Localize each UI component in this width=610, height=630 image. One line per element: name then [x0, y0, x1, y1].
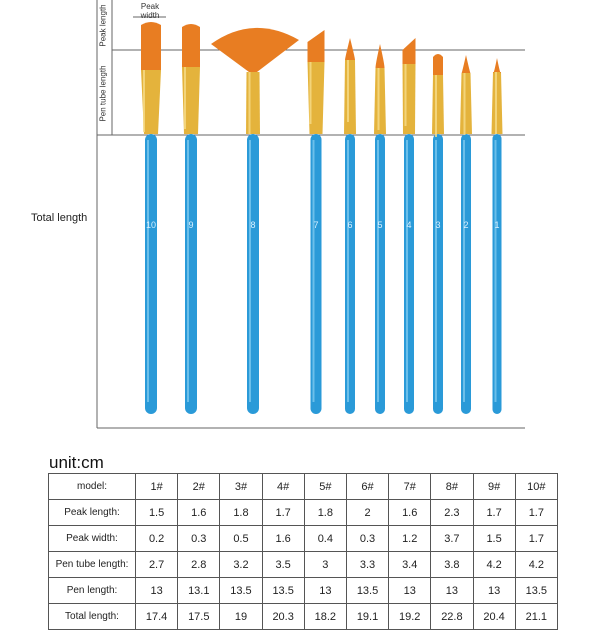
- peak-length-label: Peak length: [98, 4, 108, 47]
- table-header-model: 8#: [431, 474, 473, 500]
- brush-number: 10: [145, 220, 157, 230]
- brush-bristles: [182, 24, 200, 67]
- brushes: [141, 22, 503, 414]
- table-cell: 20.4: [473, 604, 515, 630]
- table-header-label: model:: [49, 474, 136, 500]
- brush-ferrule-highlight: [405, 64, 407, 126]
- table-header-model: 6#: [346, 474, 388, 500]
- brush-ferrule: [246, 72, 260, 134]
- table-cell: 1.8: [220, 500, 262, 526]
- table-cell: 2.8: [178, 552, 220, 578]
- brush-ferrule-highlight: [143, 70, 145, 132]
- brush-number: 8: [250, 220, 256, 230]
- table-cell: 4.2: [473, 552, 515, 578]
- brush-handle-highlight: [313, 140, 315, 402]
- brush-ferrule: [432, 75, 444, 134]
- table-cell: 3.3: [346, 552, 388, 578]
- brush-handle: [311, 134, 322, 414]
- brush-number: 7: [313, 220, 319, 230]
- brush-handle-highlight: [435, 140, 437, 402]
- table-cell: 20.3: [262, 604, 304, 630]
- table-cell: 13: [389, 578, 431, 604]
- table-row-label: Total length:: [49, 604, 136, 630]
- table-cell: 2.7: [136, 552, 178, 578]
- table-cell: 0.4: [304, 526, 346, 552]
- table-header-model: 7#: [389, 474, 431, 500]
- brush: [308, 30, 325, 414]
- table-cell: 3.2: [220, 552, 262, 578]
- brush-bristles: [433, 54, 443, 75]
- table-cell: 19.2: [389, 604, 431, 630]
- table-cell: 0.2: [136, 526, 178, 552]
- table-row: [49, 500, 558, 526]
- table-row-label: Peak width:: [49, 526, 136, 552]
- table-cell: 1.6: [178, 500, 220, 526]
- brush-handle: [145, 134, 157, 414]
- table-cell: 21.1: [515, 604, 557, 630]
- unit-label: unit:cm: [49, 453, 104, 472]
- table-cell: 1.7: [515, 526, 557, 552]
- brush-ferrule-highlight: [249, 72, 251, 134]
- table-cell: 0.3: [178, 526, 220, 552]
- brush-handle-highlight: [187, 140, 189, 402]
- brush-handle-highlight: [377, 140, 379, 402]
- table-row-label: Peak length:: [49, 500, 136, 526]
- brush-ferrule: [374, 68, 386, 134]
- table-cell: 13: [136, 578, 178, 604]
- table-header-model: 4#: [262, 474, 304, 500]
- brush: [432, 54, 444, 414]
- pen-tube-length-label: Pen tube length: [98, 65, 108, 122]
- table-row: [49, 552, 558, 578]
- table-header-model: 2#: [178, 474, 220, 500]
- brush-bristles: [211, 28, 299, 72]
- brush-ferrule-highlight: [464, 73, 466, 135]
- table-cell: 13.1: [178, 578, 220, 604]
- brush-bristles: [308, 30, 325, 62]
- table-header-row: [49, 474, 558, 500]
- brush: [182, 24, 200, 414]
- spec-table: [48, 473, 558, 630]
- table-cell: 2.3: [431, 500, 473, 526]
- brush-handle: [461, 134, 471, 414]
- brush-number: 6: [347, 220, 353, 230]
- brush-ferrule-highlight: [495, 72, 497, 134]
- brush: [374, 44, 386, 414]
- table-row: [49, 526, 558, 552]
- brush-number: 3: [435, 220, 441, 230]
- table-cell: 17.4: [136, 604, 178, 630]
- brush-ferrule-highlight: [310, 62, 312, 124]
- brush-ferrule-highlight: [347, 60, 349, 122]
- table-cell: 17.5: [178, 604, 220, 630]
- brush-handle: [185, 134, 197, 414]
- table-cell: 22.8: [431, 604, 473, 630]
- table-cell: 1.6: [262, 526, 304, 552]
- brush-handle: [247, 134, 259, 414]
- brush-number: 5: [377, 220, 383, 230]
- table-cell: 3.8: [431, 552, 473, 578]
- brush: [141, 22, 161, 414]
- brush-bristles: [141, 22, 161, 70]
- total-length-label: Total length: [31, 212, 88, 224]
- table-row-label: Pen tube length:: [49, 552, 136, 578]
- brush-bristles: [493, 58, 501, 73]
- table-cell: 1.2: [389, 526, 431, 552]
- brush-handle: [433, 134, 443, 414]
- table-cell: 1.6: [389, 500, 431, 526]
- brush-ferrule-highlight: [378, 68, 380, 130]
- table-header-model: 1#: [136, 474, 178, 500]
- brush: [460, 55, 472, 414]
- table-header-model: 9#: [473, 474, 515, 500]
- brush-ferrule: [403, 64, 416, 134]
- brush-number: 1: [494, 220, 500, 230]
- table-cell: 0.3: [346, 526, 388, 552]
- table-cell: 4.2: [515, 552, 557, 578]
- brush: [492, 58, 503, 414]
- brush-bristles: [376, 44, 385, 68]
- brush: [403, 38, 416, 414]
- brush-handle: [345, 134, 355, 414]
- brush-bristles: [345, 38, 355, 60]
- table-cell: 3.7: [431, 526, 473, 552]
- table-cell: 1.7: [473, 500, 515, 526]
- table-cell: 19.1: [346, 604, 388, 630]
- table-cell: 18.2: [304, 604, 346, 630]
- table-cell: 1.8: [304, 500, 346, 526]
- table-header-model: 3#: [220, 474, 262, 500]
- table-cell: 1.5: [136, 500, 178, 526]
- table-header-model: 5#: [304, 474, 346, 500]
- brush-handle-highlight: [406, 140, 408, 402]
- brush-ferrule-highlight: [435, 75, 437, 137]
- table-cell: 13: [431, 578, 473, 604]
- table-cell: 13.5: [515, 578, 557, 604]
- brush-number: 2: [463, 220, 469, 230]
- brush-bristles: [462, 55, 471, 73]
- brush-number: 4: [406, 220, 412, 230]
- table-header-model: 10#: [515, 474, 557, 500]
- peak-width-label: Peak width: [140, 2, 160, 20]
- table-cell: 3.4: [389, 552, 431, 578]
- table-body: [49, 500, 558, 630]
- table-row: [49, 578, 558, 604]
- brush-handle: [404, 134, 414, 414]
- table-cell: 19: [220, 604, 262, 630]
- brush-handle: [375, 134, 385, 414]
- table-cell: 0.5: [220, 526, 262, 552]
- table-cell: 13: [473, 578, 515, 604]
- table-cell: 1.5: [473, 526, 515, 552]
- brush-handle-highlight: [463, 140, 465, 402]
- table-row-label: Pen length:: [49, 578, 136, 604]
- brush-handle-highlight: [494, 140, 500, 402]
- brush: [211, 28, 299, 414]
- table-cell: 3.5: [262, 552, 304, 578]
- table-cell: 13.5: [346, 578, 388, 604]
- table-cell: 1.7: [515, 500, 557, 526]
- brush-handle-highlight: [249, 140, 251, 402]
- brush-ferrule: [460, 73, 472, 134]
- table-row: [49, 604, 558, 630]
- table-cell: 3: [304, 552, 346, 578]
- brush-ferrule: [344, 60, 356, 134]
- brush-number: 9: [188, 220, 194, 230]
- table-cell: 13.5: [220, 578, 262, 604]
- brush-handle-highlight: [147, 140, 149, 402]
- brush: [344, 38, 356, 414]
- table-cell: 1.7: [262, 500, 304, 526]
- table-cell: 2: [346, 500, 388, 526]
- table-cell: 13: [304, 578, 346, 604]
- brush-handle-highlight: [347, 140, 349, 402]
- brush-ferrule-highlight: [184, 67, 186, 129]
- brush-handle: [493, 134, 502, 414]
- brush-bristles: [403, 38, 416, 64]
- table-cell: 13.5: [262, 578, 304, 604]
